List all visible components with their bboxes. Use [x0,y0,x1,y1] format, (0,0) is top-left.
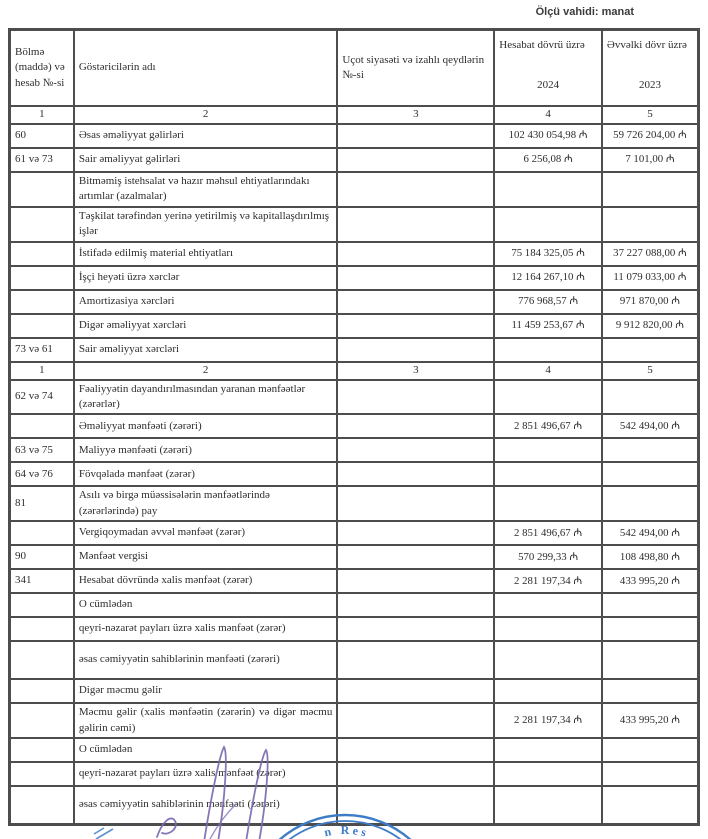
row-note [337,786,494,825]
row-label: Əməliyyat mənfəəti (zərəri) [74,414,338,438]
value-2024 [494,207,602,242]
column-number: 1 [10,362,74,380]
table-row [10,414,699,438]
value-2024 [494,641,602,679]
table-row [10,380,699,415]
row-label: qeyri-nəzarət payları üzrə xalis mənfəət (zərər) [74,762,338,786]
value-2023: 971 870,00 ₼ [602,290,699,314]
row-code: 73 və 61 [10,338,74,362]
row-label: Fövqəladə mənfəət (zərər) [74,462,338,486]
row-code [10,762,74,786]
row-note [337,593,494,617]
row-label: Təşkilat tərəfindən yerinə yetirilmiş və kapitallaşdırılmış işlər [74,207,338,242]
table-row [10,679,699,703]
column-number: 2 [74,362,338,380]
value-2024 [494,786,602,825]
value-2023: 433 995,20 ₼ [602,703,699,738]
row-note [337,486,494,521]
table-row [10,521,699,545]
row-label: Digər əməliyyat xərcləri [74,314,338,338]
row-code: 64 və 76 [10,462,74,486]
value-2023 [602,172,699,207]
row-label: əsas cəmiyyətin sahiblərinin mənfəəti (zərəri) [74,786,338,825]
row-label: Sair əməliyyat xərcləri [74,338,338,362]
row-note [337,521,494,545]
row-code [10,738,74,762]
table-row [10,462,699,486]
row-label: İşçi heyəti üzrə xərclər [74,266,338,290]
row-note [337,462,494,486]
value-2024 [494,380,602,415]
value-2024: 75 184 325,05 ₼ [494,242,602,266]
value-2023 [602,486,699,521]
value-2023: 59 726 204,00 ₼ [602,124,699,148]
value-2024 [494,762,602,786]
row-code [10,242,74,266]
row-note [337,641,494,679]
table-row [10,786,699,825]
row-code [10,207,74,242]
row-label: Asılı və birgə müəssisələrin mənfəətlərində (zərərlərində) pay [74,486,338,521]
row-note [337,242,494,266]
table-body [10,106,699,824]
table-row [10,290,699,314]
column-number: 4 [494,362,602,380]
value-2024 [494,617,602,641]
table-row [10,266,699,290]
table-row [10,569,699,593]
row-label: Hesabat dövründə xalis mənfəət (zərər) [74,569,338,593]
value-2023: 542 494,00 ₼ [602,414,699,438]
row-code: 61 və 73 [10,148,74,172]
row-label: Fəaliyyətin dayandırılmasından yaranan mənfəətlər (zərərlər) [74,380,338,415]
column-number: 2 [74,106,338,124]
value-2023 [602,762,699,786]
row-note [337,569,494,593]
row-note [337,617,494,641]
header-accounting-policy-notes: Uçot siyasəti və izahlı qeydlərin №-si [337,30,494,107]
row-note [337,148,494,172]
table-row [10,314,699,338]
value-2023 [602,338,699,362]
row-note [337,414,494,438]
column-number: 5 [602,106,699,124]
value-2024: 2 851 496,67 ₼ [494,414,602,438]
row-note [337,266,494,290]
row-label: Amortizasiya xərcləri [74,290,338,314]
value-2024: 2 281 197,34 ₼ [494,569,602,593]
column-number: 3 [337,362,494,380]
row-note [337,438,494,462]
row-code: 341 [10,569,74,593]
row-code [10,593,74,617]
table-row [10,148,699,172]
table-row [10,762,699,786]
row-note [337,314,494,338]
value-2024: 570 299,33 ₼ [494,545,602,569]
row-label: Vergiqoymadan əvvəl mənfəət (zərər) [74,521,338,545]
value-2024 [494,438,602,462]
stamp-text: n Res [323,822,371,839]
row-code: 90 [10,545,74,569]
value-2024: 2 851 496,67 ₼ [494,521,602,545]
value-2023 [602,438,699,462]
row-code [10,266,74,290]
row-label: O cümlədən [74,593,338,617]
column-number-row [10,362,699,380]
value-2024 [494,593,602,617]
row-label: Maliyyə mənfəəti (zərəri) [74,438,338,462]
value-2024: 776 968,57 ₼ [494,290,602,314]
row-label: Digər məcmu gəlir [74,679,338,703]
row-code [10,703,74,738]
row-code [10,414,74,438]
value-2023 [602,738,699,762]
header-indicator-name: Göstəricilərin adı [74,30,338,107]
row-note [337,172,494,207]
row-code: 81 [10,486,74,521]
row-note [337,703,494,738]
value-2024: 2 281 197,34 ₼ [494,703,602,738]
row-note [337,679,494,703]
value-2023: 433 995,20 ₼ [602,569,699,593]
row-label: Əsas əməliyyat gəlirləri [74,124,338,148]
row-label: Sair əməliyyat gəlirləri [74,148,338,172]
row-code: 63 və 75 [10,438,74,462]
row-label: Məcmu gəlir (xalis mənfəətin (zərərin) və digər məcmu gəlirin cəmi) [74,703,338,738]
header-reporting-period [494,30,602,107]
value-2024: 6 256,08 ₼ [494,148,602,172]
row-code [10,172,74,207]
table-header-row [10,30,699,107]
row-note [337,207,494,242]
value-2023: 7 101,00 ₼ [602,148,699,172]
value-2023 [602,380,699,415]
prior-period-year: 2023 [638,79,661,92]
table-row [10,207,699,242]
table-row [10,593,699,617]
value-2024 [494,172,602,207]
row-code [10,786,74,825]
table-row [10,486,699,521]
table-row [10,338,699,362]
column-number-row [10,106,699,124]
table-row [10,738,699,762]
value-2023 [602,679,699,703]
reporting-period-year: 2024 [537,79,560,92]
column-number: 4 [494,106,602,124]
value-2024: 12 164 267,10 ₼ [494,266,602,290]
table-row [10,641,699,679]
row-note [337,124,494,148]
value-2024 [494,462,602,486]
row-note [337,762,494,786]
row-label: O cümlədən [74,738,338,762]
row-code [10,641,74,679]
value-2024 [494,486,602,521]
value-2023: 108 498,80 ₼ [602,545,699,569]
table-row [10,242,699,266]
row-note [337,290,494,314]
prior-period-label: Əvvəlki dövr üzrə [606,39,687,52]
value-2023 [602,617,699,641]
value-2023 [602,786,699,825]
table-row [10,545,699,569]
value-2023 [602,207,699,242]
header-prior-period [602,30,699,107]
value-2023: 542 494,00 ₼ [602,521,699,545]
row-label: qeyri-nəzarət payları üzrə xalis mənfəət (zərər) [74,617,338,641]
reporting-period-label: Hesabat dövrü üzrə [499,39,585,52]
value-2023 [602,641,699,679]
row-label: Bitməmiş istehsalat və hazır məhsul ehtiyatlarındakı artımlar (azalmalar) [74,172,338,207]
row-code [10,314,74,338]
value-2024 [494,338,602,362]
row-label: əsas cəmiyyətin sahiblərinin mənfəəti (zərəri) [74,641,338,679]
value-2024 [494,738,602,762]
row-note [337,380,494,415]
column-number: 5 [602,362,699,380]
value-2024: 11 459 253,67 ₼ [494,314,602,338]
row-label: Mənfəət vergisi [74,545,338,569]
value-2024: 102 430 054,98 ₼ [494,124,602,148]
column-number: 3 [337,106,494,124]
unit-of-measure-label: Ölçü vahidi: manat [535,6,634,18]
value-2024 [494,679,602,703]
table-row [10,617,699,641]
row-code [10,617,74,641]
row-code [10,290,74,314]
header-account-codes: Bölmə (maddə) və hesab №-si [10,30,74,107]
row-note [337,738,494,762]
row-note [337,545,494,569]
value-2023: 11 079 033,00 ₼ [602,266,699,290]
value-2023 [602,593,699,617]
row-code [10,679,74,703]
table-row [10,124,699,148]
value-2023: 9 912 820,00 ₼ [602,314,699,338]
column-number: 1 [10,106,74,124]
table-row [10,438,699,462]
value-2023: 37 227 088,00 ₼ [602,242,699,266]
income-statement-table [8,28,700,826]
table-row [10,172,699,207]
row-label: İstifadə edilmiş material ehtiyatları [74,242,338,266]
table-row [10,703,699,738]
value-2023 [602,462,699,486]
row-code: 60 [10,124,74,148]
row-code [10,521,74,545]
row-note [337,338,494,362]
row-code: 62 və 74 [10,380,74,415]
